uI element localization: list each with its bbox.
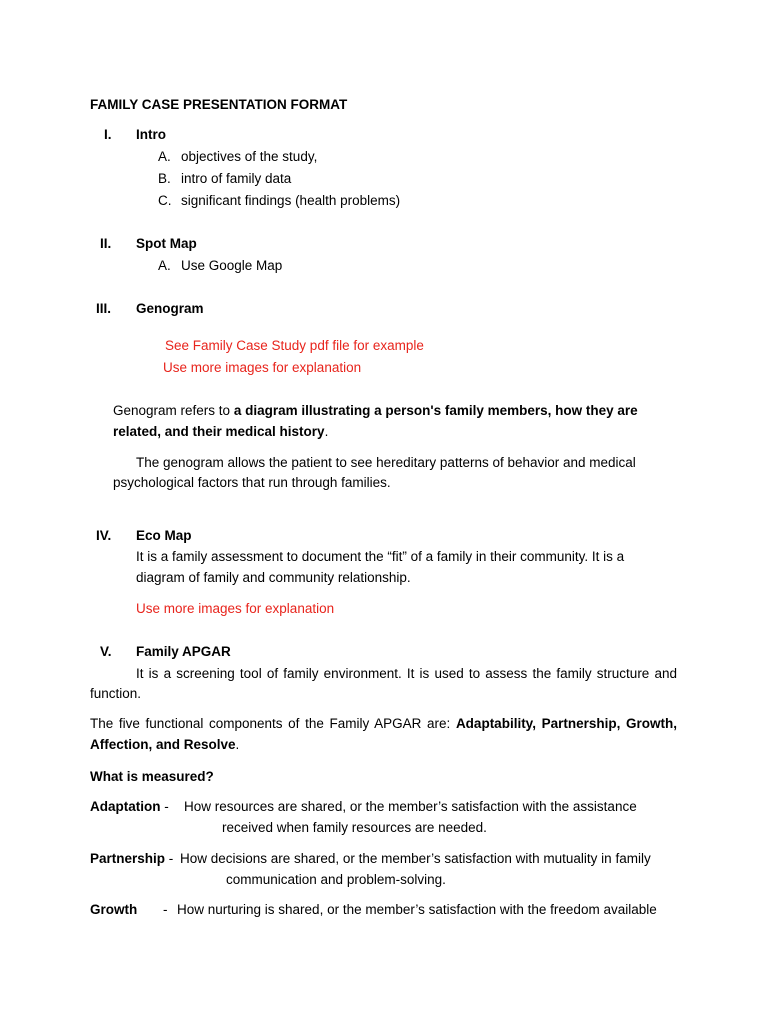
- list-marker: C.: [158, 193, 172, 208]
- measure-partnership-line2: communication and problem-solving.: [226, 872, 446, 887]
- section-numeral-spot-map: II.: [100, 236, 112, 251]
- measure-growth-line1: How nurturing is shared, or the member’s satisfaction with the freedom available: [177, 902, 657, 917]
- eco-map-line1: It is a family assessment to document the “fit” of a family in their community. It is a: [136, 549, 625, 564]
- section-numeral-genogram: III.: [96, 301, 112, 316]
- genogram-paragraph-line2: psychological factors that run through families.: [113, 475, 391, 490]
- measure-growth: Growth: [90, 902, 138, 917]
- genogram-note-example: See Family Case Study pdf file for example: [165, 338, 424, 353]
- document-title: FAMILY CASE PRESENTATION FORMAT: [90, 97, 348, 112]
- section-heading-intro: Intro: [136, 127, 166, 142]
- measured-heading: What is measured?: [90, 769, 214, 784]
- genogram-paragraph-line1: The genogram allows the patient to see hereditary patterns of behavior and medical: [136, 455, 636, 470]
- section-heading-spot-map: Spot Map: [136, 236, 197, 251]
- section-heading-genogram: Genogram: [136, 301, 204, 316]
- measure-adaptation: Adaptation -: [90, 799, 169, 814]
- list-item: intro of family data: [181, 171, 292, 186]
- section-heading-apgar: Family APGAR: [136, 644, 231, 659]
- list-item: objectives of the study,: [181, 149, 318, 164]
- measure-adaptation-line2: received when family resources are needed.: [222, 820, 487, 835]
- genogram-note-images: Use more images for explanation: [163, 360, 362, 375]
- apgar-components-line2: Affection, and Resolve.: [90, 737, 240, 752]
- apgar-line2: function.: [90, 686, 142, 701]
- list-marker: A.: [158, 149, 171, 164]
- section-numeral-intro: I.: [104, 127, 112, 142]
- genogram-definition-line2: related, and their medical history.: [113, 424, 329, 439]
- eco-map-note: Use more images for explanation: [136, 601, 335, 616]
- measure-partnership: Partnership -: [90, 851, 174, 866]
- section-heading-eco-map: Eco Map: [136, 528, 192, 543]
- list-item: significant findings (health problems): [181, 193, 401, 208]
- measure-growth-sep: -: [163, 902, 168, 917]
- list-marker: A.: [158, 258, 171, 273]
- measure-adaptation-line1: How resources are shared, or the member’s satisfaction with the assistance: [184, 799, 637, 814]
- apgar-components-line1: The five functional components of the Family APGAR are: Adaptability, Partnership, Growth,: [90, 716, 677, 731]
- section-numeral-apgar: V.: [100, 644, 112, 659]
- section-numeral-eco-map: IV.: [96, 528, 112, 543]
- measure-partnership-line1: How decisions are shared, or the member’s satisfaction with mutuality in family: [180, 851, 651, 866]
- list-item: Use Google Map: [181, 258, 283, 273]
- list-marker: B.: [158, 171, 171, 186]
- eco-map-line2: diagram of family and community relationship.: [136, 570, 411, 585]
- genogram-definition-line1: Genogram refers to a diagram illustrating a person's family members, how they are: [113, 403, 638, 418]
- apgar-line1: It is a screening tool of family environment. It is used to assess the family structure and: [136, 666, 677, 681]
